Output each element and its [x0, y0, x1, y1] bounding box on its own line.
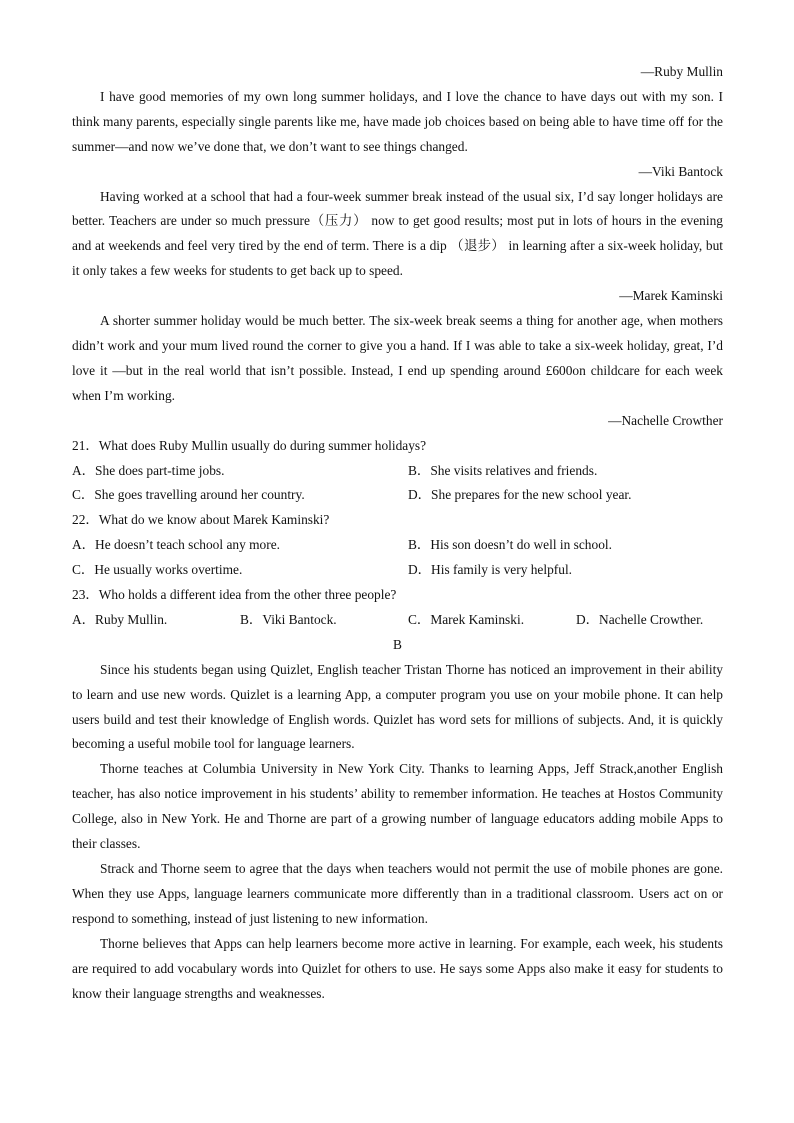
question-stem: 22．What do we know about Marek Kaminski?: [72, 512, 330, 528]
question-options: [72, 459, 723, 509]
question-stem: 23．Who holds a different idea from the other three people?: [72, 587, 397, 603]
paragraph-viki-bantock: I have good memories of my own long summer holidays, and I love the chance to have days out with my son. I think many parents, especially single parents like me, have made job choices based on being able to have time off for the summer—and now we’ve done that, we don’t want to see things changed.: [72, 88, 723, 154]
option-b: B．She visits relatives and friends.: [408, 462, 598, 478]
question-options: [72, 533, 723, 583]
attribution-ruby-mullin: —Ruby Mullin: [640, 64, 723, 79]
option-d: D．His family is very helpful.: [408, 562, 573, 578]
option-c: C．Marek Kaminski.: [408, 611, 525, 627]
passage-b-paragraph-3: Strack and Thorne seem to agree that the days when teachers would not permit the use of mobile phones are gone. When they use Apps, language learners communicate more differently than in a traditional classroom. Users act on or respond to something, instead of just listening to new information.: [72, 861, 723, 926]
option-c: C．She goes travelling around her country.: [72, 487, 305, 503]
passage-b-paragraph-2: Thorne teaches at Columbia University in New York City. Thanks to learning Apps, Jeff Strack,another English teacher, has also notice improvement in his students’ ability to remember information. He teaches at Hostos Community College, also in New York. He and Thorne are part of a growing number of language educators adding mobile Apps to their classes.: [72, 761, 723, 852]
attribution-viki-bantock: —Viki Bantock: [638, 163, 723, 179]
question-21: [72, 434, 723, 509]
paragraph-nachelle-crowther: A shorter summer holiday would be much better. The six-week break seems a thing for another age, when mothers didn’t work and your mum lived round the corner to give you a hand. If I was able to take a six-week holiday, great, I’d love it —but in the real world that isn’t possible. Instead, I end up spending around £600on childcare for each week when I’m working.: [72, 313, 723, 403]
option-a: A．He doesn’t teach school any more.: [72, 537, 280, 553]
option-b: B．His son doesn’t do well in school.: [408, 537, 612, 553]
paragraph-marek-kaminski: Having worked at a school that had a four-week summer break instead of the usual six, I’d say longer holidays are better. Teachers are under so much pressure（压力） now to get good results; most put in lots of hours in the evening and at weekends and feel very tired by the end of term. There is a dip （退步） in learning after a six-week holiday, but it only takes a few weeks for students to get back up to speed.: [72, 188, 723, 279]
section-b-title: B: [393, 636, 402, 652]
option-d: D．She prepares for the new school year.: [408, 487, 632, 503]
attribution-nachelle-crowther: —Nachelle Crowther: [608, 412, 723, 428]
passage-b-paragraph-1: Since his students began using Quizlet, English teacher Tristan Thorne has noticed an improvement in their ability to learn and use new words. Quizlet is a learning App, a computer program you use on your mobile phone. It can help users build and test their knowledge of English words. Quizlet has word sets for millions of subjects. And, it is quickly becoming a useful mobile tool for language learners.: [72, 661, 723, 752]
option-a: A．Ruby Mullin.: [72, 611, 168, 627]
option-c: C．He usually works overtime.: [72, 562, 243, 578]
option-b: B．Viki Bantock.: [240, 611, 337, 627]
document-page: [72, 60, 723, 1006]
attribution-marek-kaminski: —Marek Kaminski: [619, 288, 723, 304]
question-options: [72, 608, 723, 633]
question-22: [72, 508, 723, 583]
option-d: D．Nachelle Crowther.: [576, 611, 704, 627]
option-a: A．She does part-time jobs.: [72, 462, 225, 478]
question-23: [72, 583, 723, 633]
passage-b-paragraph-4: Thorne believes that Apps can help learners become more active in learning. For example, each week, his students are required to add vocabulary words into Quizlet for others to use. He says some Apps also make it easy for students to know their language strengths and weaknesses.: [72, 935, 723, 1001]
question-stem: 21．What does Ruby Mullin usually do during summer holidays?: [72, 437, 427, 453]
